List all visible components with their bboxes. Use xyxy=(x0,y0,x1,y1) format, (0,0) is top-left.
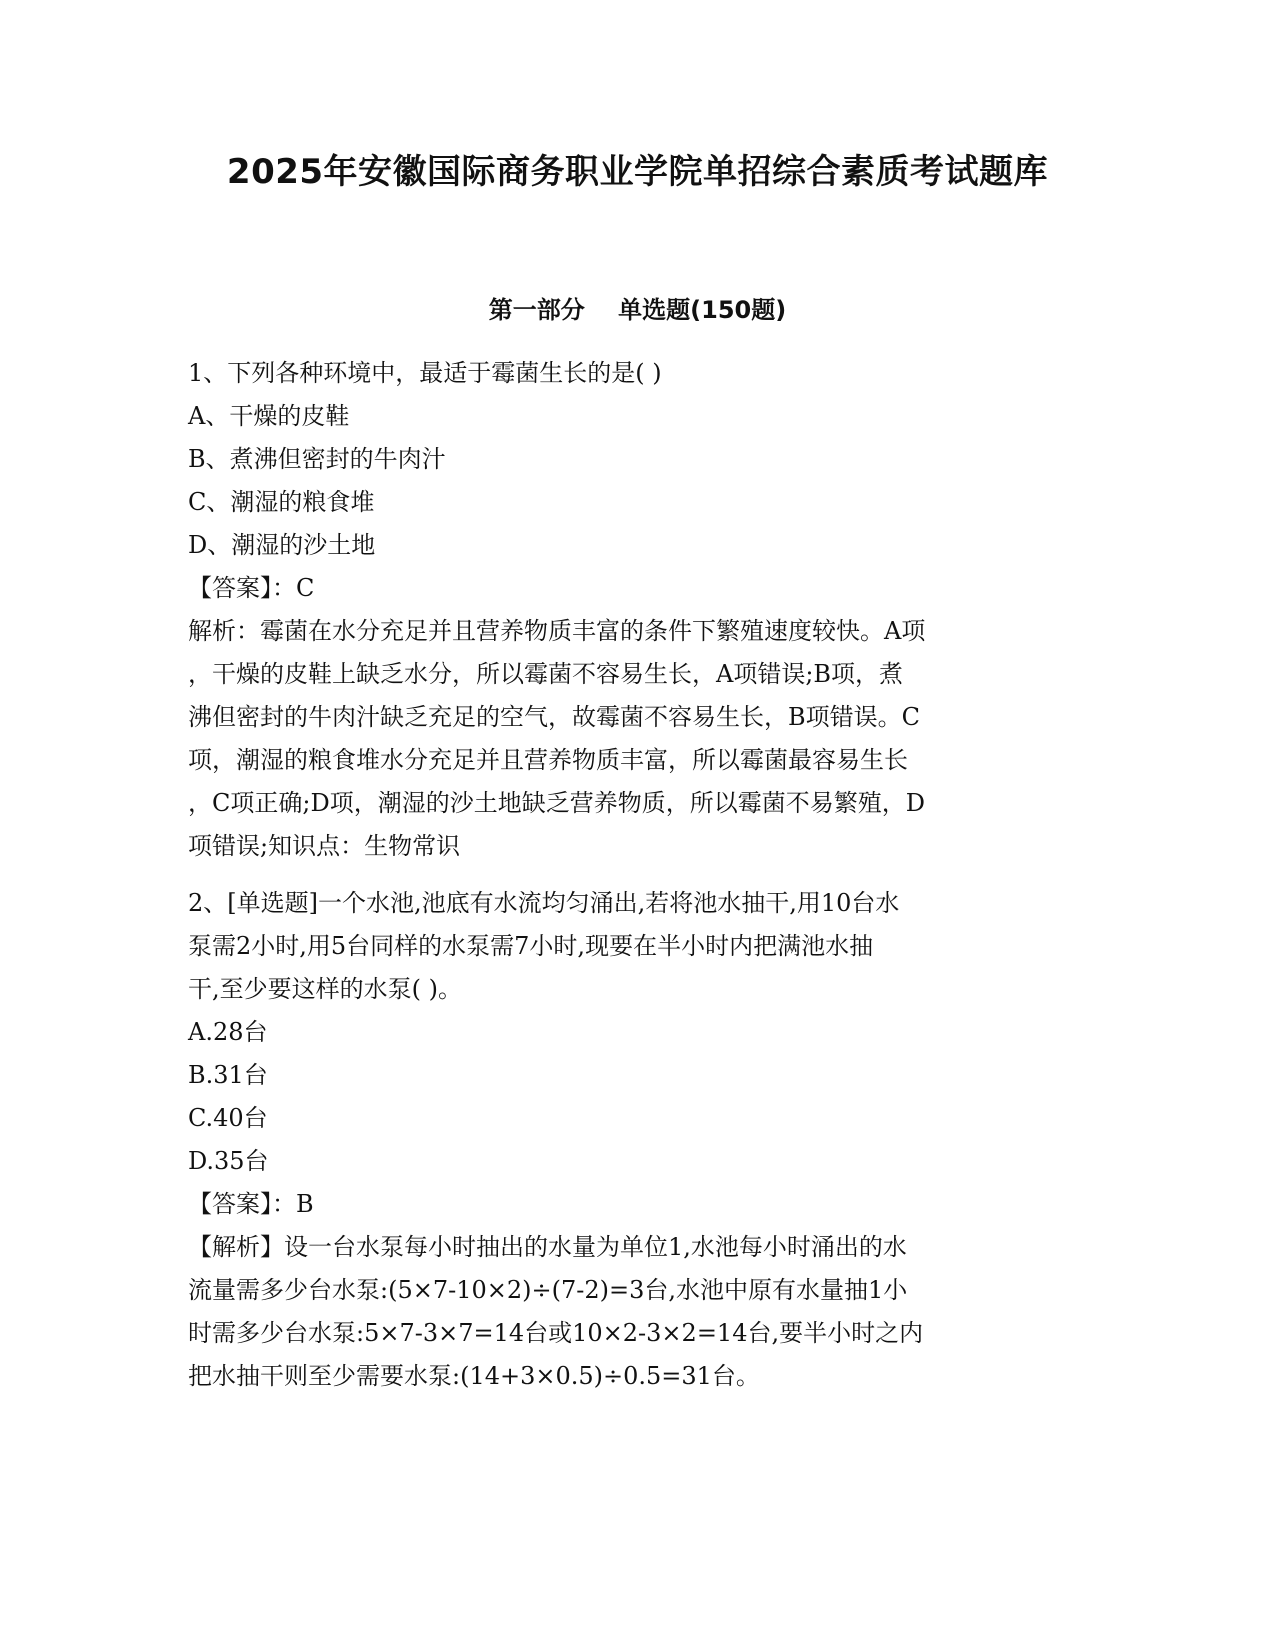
answer-line: 【答案】：C xyxy=(188,574,315,602)
analysis-line: 项，潮湿的粮食堆水分充足并且营养物质丰富，所以霉菌最容易生长 xyxy=(188,746,908,774)
option-a: A、干燥的皮鞋 xyxy=(188,402,350,430)
analysis-line: 项错误;知识点：生物常识 xyxy=(188,832,461,860)
option-c: C.40台 xyxy=(188,1104,268,1132)
analysis-line: 流量需多少台水泵:(5×7-10×2)÷(7-2)=3台,水池中原有水量抽1小 xyxy=(188,1276,908,1304)
analysis-line: ，干燥的皮鞋上缺乏水分，所以霉菌不容易生长，A项错误;B项，煮 xyxy=(188,660,904,688)
question-list xyxy=(188,352,1088,1398)
analysis-line: 把水抽干则至少需要水泵:(14+3×0.5)÷0.5=31台。 xyxy=(188,1362,760,1390)
question-spacer xyxy=(188,868,1088,882)
option-d: D.35台 xyxy=(188,1147,269,1175)
question-1 xyxy=(188,352,1088,868)
option-a: A.28台 xyxy=(188,1018,268,1046)
analysis-block xyxy=(188,1226,1088,1398)
section-title: 第一部分 单选题(150题) xyxy=(488,296,787,324)
question-stem: 干,至少要这样的水泵( )。 xyxy=(188,975,462,1003)
analysis-line: ，C项正确;D项，潮湿的沙土地缺乏营养物质，所以霉菌不易繁殖，D xyxy=(188,789,925,817)
question-2 xyxy=(188,882,1088,1398)
question-stem: 泵需2小时,用5台同样的水泵需7小时,现要在半小时内把满池水抽 xyxy=(188,932,874,960)
analysis-line: 解析：霉菌在水分充足并且营养物质丰富的条件下繁殖速度较快。A项 xyxy=(188,617,926,645)
answer-line: 【答案】：B xyxy=(188,1190,314,1218)
option-d: D、潮湿的沙土地 xyxy=(188,531,376,559)
analysis-line: 时需多少台水泵:5×7-3×7=14台或10×2-3×2=14台,要半小时之内 xyxy=(188,1319,924,1347)
option-b: B.31台 xyxy=(188,1061,268,1089)
analysis-line: 【解析】设一台水泵每小时抽出的水量为单位1,水池每小时涌出的水 xyxy=(188,1233,907,1261)
analysis-block xyxy=(188,610,1088,868)
question-stem: 1、下列各种环境中，最适于霉菌生长的是( ) xyxy=(188,359,662,387)
question-stem: 2、[单选题]一个水池,池底有水流均匀涌出,若将池水抽干,用10台水 xyxy=(188,889,900,917)
document-title: 2025年安徽国际商务职业学院单招综合素质考试题库 xyxy=(226,152,1049,192)
analysis-line: 沸但密封的牛肉汁缺乏充足的空气，故霉菌不容易生长，B项错误。C xyxy=(188,703,920,731)
option-b: B、煮沸但密封的牛肉汁 xyxy=(188,445,446,473)
option-c: C、潮湿的粮食堆 xyxy=(188,488,375,516)
